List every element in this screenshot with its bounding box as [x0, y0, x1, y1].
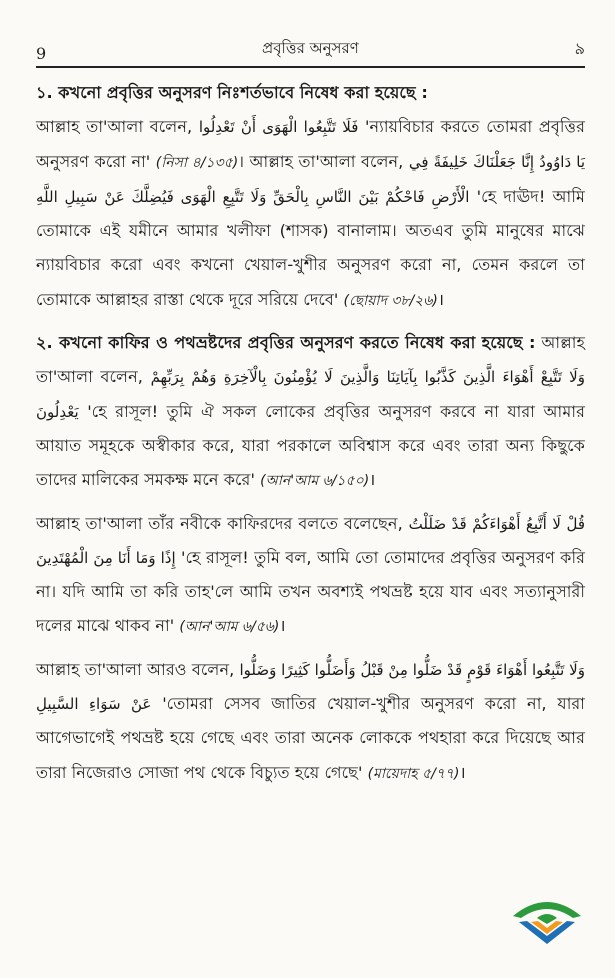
p3-end: ।	[279, 616, 286, 636]
p3-intro: আল্লাহ তা'আলা তাঁর নবীকে কাফিরদের বলতে বলেছেন,	[36, 513, 403, 533]
p4-end: ।	[459, 762, 466, 782]
p3-translation: 'হে রাসূল! তুমি বল, আমি তো তোমাদের প্রবৃত্তির অনুসরণ করি না। যদি আমি তা করি তাহ'লে আমি তখন অবশ্যই পথভ্রষ্ট হয়ে যাব এবং সত্যানুসারী দলের মাঝে থাকব না'	[36, 547, 585, 636]
p3-arabic-verse: قُلْ لَا أَتَّبِعُ أَهْوَاءَكُمْ قَدْ ضَلَلْتُ إِذًا وَمَا أَنَا مِنَ الْمُهْتَدِينَ	[36, 514, 585, 567]
page-body	[36, 76, 585, 799]
p1-reference-2: (ছোয়াদ ৩৮/২৬)	[343, 292, 438, 309]
p2-translation: 'হে রাসূল! তুমি ঐ সকল লোকের প্রবৃত্তির অনুসরণ করবে না যারা আমার আয়াত সমূহকে অস্বীকার করে, যারা পরকালে অবিশ্বাস করে এবং তারা অন্য কিছুকে তাদের মালিকের সমকক্ষ মনে করে'	[36, 401, 585, 490]
p2-reference: (আন'আম ৬/১৫০)	[260, 473, 370, 490]
logo-green-book	[537, 914, 557, 924]
section-1-heading: ১. কখনো প্রবৃত্তির অনুসরণ নিঃশর্তভাবে নিষেধ করা হয়েছে :	[36, 83, 428, 102]
p2-intro: আল্লাহ তা'আলা বলেন,	[36, 333, 585, 387]
p4-reference: (মায়েদাহ ৫/৭৭)	[367, 765, 460, 782]
p1-arabic-verse: فَلَا تَتَّبِعُوا الْهَوَى أَنْ تَعْدِلُوا	[198, 118, 359, 137]
p1-arabic-verse-2: يَا دَاوُودُ إِنَّا جَعَلْنَاكَ خَلِيفَةً فِي الْأَرْضِ فَاحْكُمْ بَيْنَ النَّاسِ بِالْحَقِّ وَلَا تَتَّبِعِ الْهَوَى فَيُضِلَّكَ عَنْ سَبِيلِ اللَّهِ	[36, 152, 586, 206]
paragraph-4	[36, 653, 585, 791]
p4-translation: 'তোমরা সেসব জাতির খেয়াল-খুশীর অনুসরণ করো না, যারা আগেভাগেই পথভ্রষ্ট হয়ে গেছে এবং তারা অনেক লোককে পথহারা করে দিয়েছে আর তারা নিজেরাও সোজা পথ থেকে বিচ্যুত হয়ে গেছে'	[36, 694, 585, 782]
running-header	[36, 40, 585, 68]
publisher-logo	[509, 888, 585, 948]
p1-cont: । আল্লাহ তা'আলা বলেন,	[238, 151, 404, 171]
p1-translation-2: 'হে দাঊদ! আমি তোমাকে এই যমীনে আমার খলীফা (শাসক) বানালাম। অতএব তুমি মানুষের মাঝে ন্যায়বিচার করো এবং কখনো খেয়াল-খুশীর অনুসরণ করো না, তেমন করলে তা তোমাকে আল্লাহর রাস্তা থেকে দূরে সরিয়ে দেবে'	[36, 186, 585, 309]
p3-reference: (আন'আম ৬/৫৬)	[179, 619, 280, 636]
p1-translation: 'ন্যায়বিচার করতে তোমরা প্রবৃত্তির অনুসরণ করো না'	[36, 117, 586, 171]
p1-intro: আল্লাহ তা'আলা বলেন,	[36, 117, 193, 137]
page-number-left: 9	[36, 44, 47, 63]
paragraph-3	[36, 507, 585, 645]
section-1-paragraph	[36, 110, 585, 318]
p4-intro: আল্লাহ তা'আলা আরও বলেন,	[36, 659, 235, 679]
p2-end: ।	[369, 470, 376, 490]
p2-arabic-verse: وَلَا تَتَّبِعْ أَهْوَاءَ الَّذِينَ كَذَّبُوا بِآيَاتِنَا وَالَّذِينَ لَا يُؤْمِنُونَ بِالْآخِرَةِ وَهُمْ بِرَبِّهِمْ يَعْدِلُونَ	[36, 368, 585, 421]
p1-end: ।	[437, 289, 444, 309]
page-number-right: ৯	[574, 39, 585, 58]
section-2-paragraph	[36, 326, 585, 498]
p1-reference: (নিসা ৪/১৩৫)	[155, 154, 239, 171]
section-2-heading: ২. কখনো কাফির ও পথভ্রষ্টদের প্রবৃত্তির অনুসরণ করতে নিষেধ করা হয়েছে :	[36, 333, 536, 353]
running-title: প্রবৃত্তির অনুসরণ	[262, 39, 359, 57]
p4-arabic-verse: وَلَا تَتَّبِعُوا أَهْوَاءَ قَوْمٍ قَدْ ضَلُّوا مِنْ قَبْلُ وَأَضَلُّوا كَثِيرًا وَضَلُّوا عَنْ سَوَاءِ السَّبِيلِ	[36, 660, 585, 714]
